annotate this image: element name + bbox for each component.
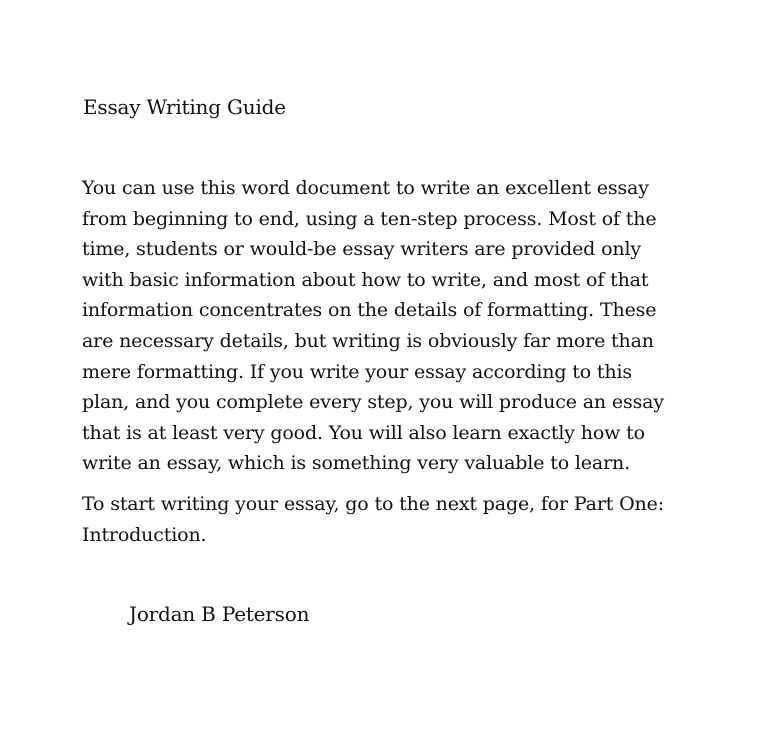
paragraph-line: You can use this word document to write an excellent essay: [82, 177, 649, 199]
paragraph-line: To start writing your essay, go to the next page, for Part One:: [82, 492, 664, 515]
paragraph-line: from beginning to end, using a ten-step process. Most of the: [82, 207, 657, 230]
paragraph-line: time, students or would-be essay writers are provided only: [82, 238, 641, 261]
next-step-paragraph: [82, 489, 722, 550]
paragraph-line: Introduction.: [82, 523, 207, 546]
intro-paragraph: [82, 173, 722, 479]
paragraph-line: mere formatting. If you write your essay according to this: [82, 360, 633, 383]
paragraph-line: write an essay, which is something very valuable to learn.: [82, 452, 630, 475]
paragraph-line: with basic information about how to write, and most of that: [82, 268, 649, 291]
paragraph-line: plan, and you complete every step, you will produce an essay: [82, 391, 664, 414]
paragraph-line: that is at least very good. You will also learn exactly how to: [82, 421, 645, 444]
author-signature: Jordan B Peterson: [129, 602, 310, 626]
paragraph-line: are necessary details, but writing is obviously far more than: [82, 329, 654, 352]
document-title: Essay Writing Guide: [83, 95, 286, 119]
paragraph-line: information concentrates on the details of formatting. These: [82, 299, 657, 322]
document-body: [82, 173, 722, 550]
